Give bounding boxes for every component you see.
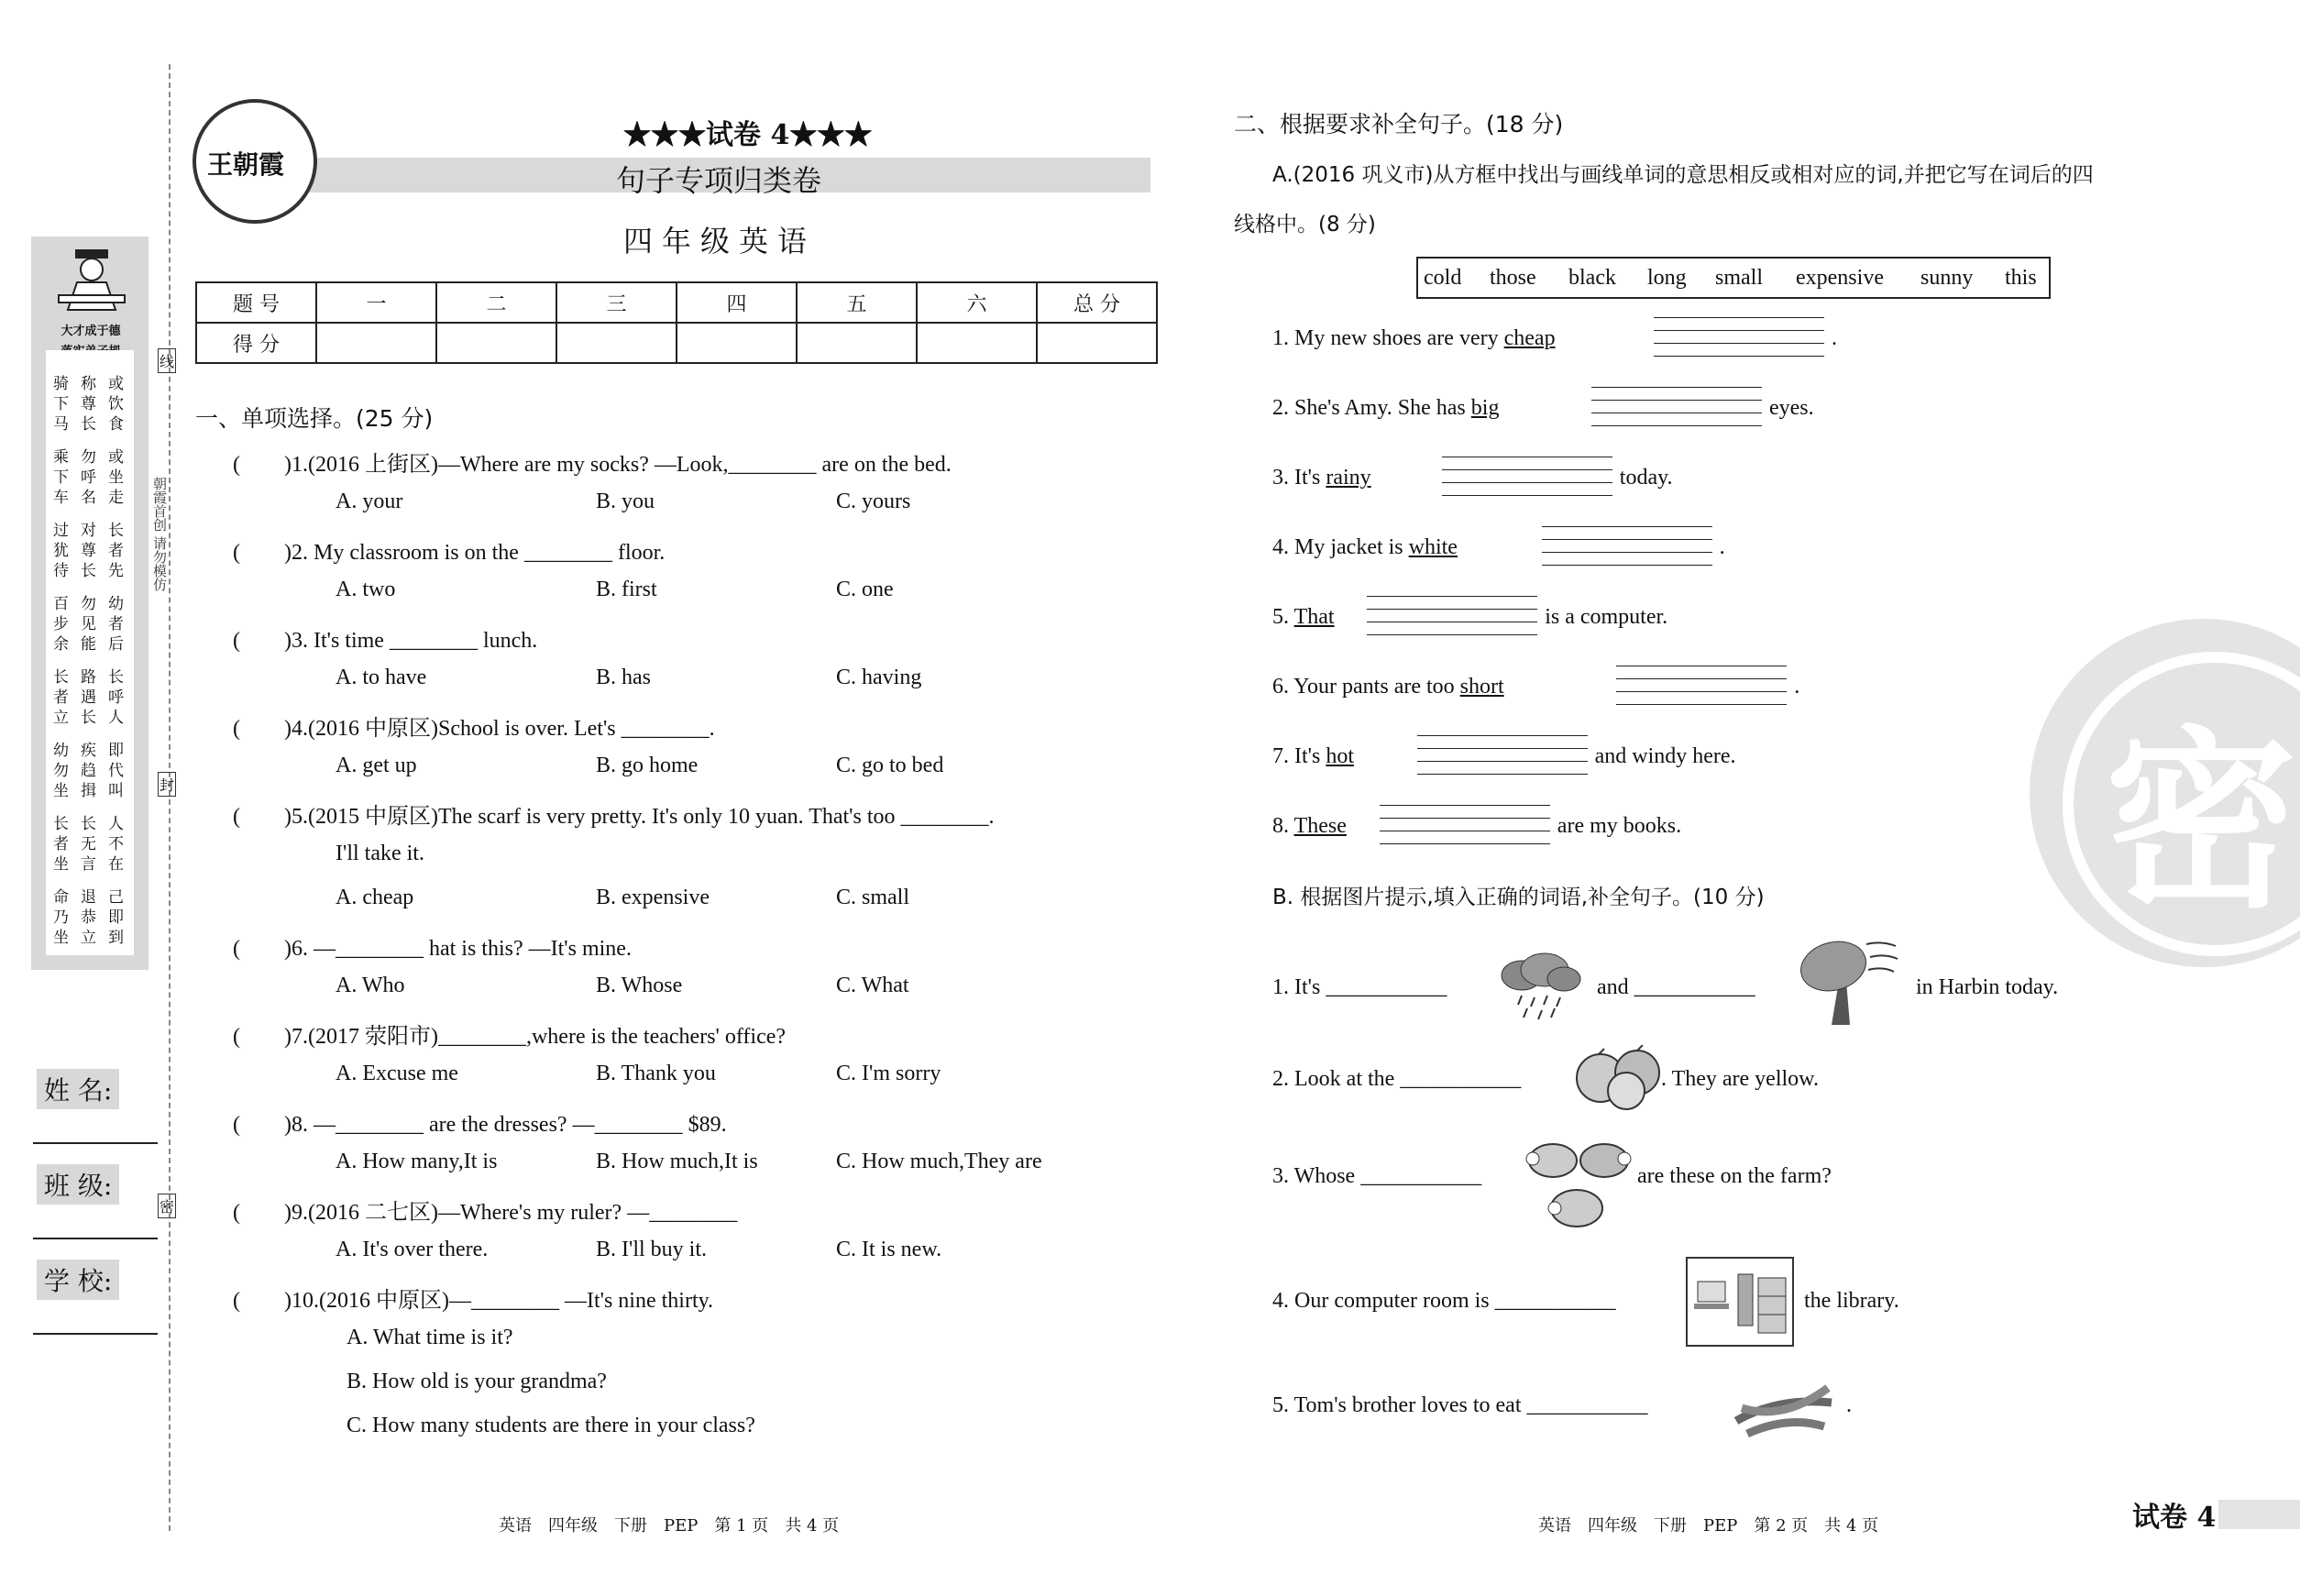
grid-line <box>1442 495 1612 496</box>
answer-option[interactable]: C. small <box>836 886 910 909</box>
partA-underlined-word: big <box>1470 396 1500 420</box>
scholar-illustration <box>55 246 128 315</box>
grid-line <box>1654 317 1824 318</box>
word-box-item: expensive <box>1796 266 1884 290</box>
answer-option[interactable]: A. your <box>336 490 403 513</box>
sidebar-rule-char: 见 <box>81 615 96 633</box>
sidebar-rule-char: 饮 <box>108 395 124 413</box>
sidebar-rule-char: 乘 <box>53 448 69 467</box>
question-stem: ( )10.(2016 中原区)—________ —It's nine thirty. <box>233 1289 714 1313</box>
sidebar-rule-char: 叫 <box>108 782 124 800</box>
section2-title: 二、根据要求补全句子。(18 分) <box>1234 111 1564 138</box>
margin-mark-seal: 线 <box>158 348 176 373</box>
score-table-row <box>196 323 1157 363</box>
grid-line <box>1616 704 1787 705</box>
sidebar-rule-char: 骑 <box>53 375 69 393</box>
partA-item <box>1272 675 1504 699</box>
partA-item <box>1272 744 1354 769</box>
grid-line <box>1591 387 1762 388</box>
answer-option[interactable]: A. Excuse me <box>336 1062 458 1085</box>
answer-option[interactable]: B. has <box>596 666 651 689</box>
partB-item-4b: the library. <box>1804 1289 1899 1313</box>
partA-underlined-word: hot <box>1326 744 1354 768</box>
windy-tree-icon <box>1789 926 1899 1032</box>
grid-line <box>1542 526 1712 527</box>
partB-instruction: B. 根据图片提示,填入正确的词语,补全句子。(10 分) <box>1272 886 1765 909</box>
sidebar-rule-char: 己 <box>108 888 124 907</box>
partA-item-prefix: 6. Your pants are too <box>1272 675 1460 699</box>
partA-underlined-word: That <box>1293 605 1335 629</box>
answer-option[interactable]: A. How many,It is <box>336 1150 498 1173</box>
sidebar-rule-char: 长 <box>53 668 69 687</box>
grid-line <box>1542 565 1712 566</box>
sidebar-rule-char: 尊 <box>81 395 96 413</box>
grid-line <box>1380 843 1550 844</box>
sidebar-rule-char: 长 <box>81 562 96 580</box>
answer-option[interactable]: C. I'm sorry <box>836 1062 941 1085</box>
sidebar-rule-char: 长 <box>81 709 96 727</box>
sidebar-rule-char: 即 <box>108 908 124 927</box>
answer-option[interactable]: C. one <box>836 578 894 601</box>
class-label: 班 级: <box>37 1164 119 1205</box>
question-stem: ( )2. My classroom is on the ________ floor. <box>233 541 666 565</box>
grid-line <box>1591 400 1762 401</box>
sidebar-rule-char: 车 <box>53 489 69 507</box>
sidebar-rule-char: 待 <box>53 562 69 580</box>
answer-option[interactable]: A. cheap <box>336 886 414 909</box>
partB-item-3a: 3. Whose ___________ <box>1272 1164 1482 1188</box>
grid-line <box>1542 539 1712 540</box>
answer-option[interactable]: C. How much,They are <box>836 1150 1042 1173</box>
partA-underlined-word: white <box>1408 535 1458 559</box>
partA-item <box>1272 605 1335 630</box>
margin-note: 朝霞首创 请勿模仿 <box>151 477 168 591</box>
partB-item-1a: 1. It's ___________ <box>1272 975 1447 999</box>
name-label: 姓 名: <box>37 1069 119 1109</box>
grid-line <box>1417 774 1588 775</box>
table-cell: 二 <box>436 282 556 323</box>
answer-option[interactable]: B. expensive <box>596 886 710 909</box>
sidebar-rule-char: 犹 <box>53 542 69 560</box>
partB-item-4a: 4. Our computer room is ___________ <box>1272 1289 1616 1313</box>
sidebar-rule-char: 不 <box>108 835 124 853</box>
sidebar-rule-char: 勿 <box>81 595 96 613</box>
score-cell[interactable] <box>436 323 556 363</box>
question-stem: ( )5.(2015 中原区)The scarf is very pretty. It's only 10 yuan. That's too ________. <box>233 805 995 829</box>
word-box-item: sunny <box>1920 266 1974 290</box>
sidebar-rule-char: 立 <box>81 929 96 947</box>
sidebar-rule-char: 无 <box>81 835 96 853</box>
grid-line <box>1380 818 1550 819</box>
sidebar-rule-char: 对 <box>81 522 96 540</box>
sidebar-rule-char: 称 <box>81 375 96 393</box>
grid-line <box>1616 678 1787 679</box>
sidebar-rule-char: 勿 <box>81 448 96 467</box>
sidebar-rule-char: 坐 <box>108 468 124 487</box>
sidebar-rule-char: 者 <box>108 542 124 560</box>
sidebar-motto-1: 大才成于德 <box>61 325 121 338</box>
partA-item-prefix: 1. My new shoes are very <box>1272 326 1504 350</box>
sidebar-rule-char: 乃 <box>53 908 69 927</box>
word-box-item: long <box>1647 266 1687 290</box>
sidebar-rule-char: 或 <box>108 375 124 393</box>
sidebar-rule-char: 下 <box>53 468 69 487</box>
sidebar-rule-char: 先 <box>108 562 124 580</box>
table-cell: 得 分 <box>196 323 316 363</box>
partA-item-suffix: today. <box>1619 466 1673 490</box>
answer-option[interactable]: B. How much,It is <box>596 1150 758 1173</box>
partB-item-2a: 2. Look at the ___________ <box>1272 1067 1522 1091</box>
sidebar-rule-char: 过 <box>53 522 69 540</box>
partB-item-1b: and ___________ <box>1597 975 1755 999</box>
partA-underlined-word: These <box>1293 814 1347 838</box>
sidebar-rule-char: 百 <box>53 595 69 613</box>
grid-line <box>1591 425 1762 426</box>
sidebar-rule-char: 者 <box>53 688 69 707</box>
partB-item-1c: in Harbin today. <box>1916 975 2059 999</box>
sidebar-rule-char: 能 <box>81 635 96 654</box>
four-line-answer-grid[interactable] <box>1616 666 1787 706</box>
rain-cloud-icon <box>1494 950 1586 1027</box>
question-stem: ( )8. —________ are the dresses? —________ $89. <box>233 1113 727 1137</box>
sidebar-rule-char: 立 <box>53 709 69 727</box>
paper-title: 句子专项归类卷 <box>616 163 822 198</box>
sidebar-rule-char: 长 <box>53 815 69 833</box>
partA-item-prefix: 3. It's <box>1272 466 1326 490</box>
answer-option[interactable]: C. having <box>836 666 922 689</box>
sidebar-rule-char: 长 <box>81 415 96 434</box>
partA-item <box>1272 326 1556 351</box>
partA-underlined-word: rainy <box>1326 466 1371 490</box>
answer-option[interactable]: A. two <box>336 578 396 601</box>
grid-line <box>1654 356 1824 357</box>
sidebar-rule-char: 勿 <box>53 762 69 780</box>
grid-line <box>1417 761 1588 762</box>
four-line-answer-grid[interactable] <box>1367 596 1537 636</box>
sidebar-rule-char: 趋 <box>81 762 96 780</box>
partB-item-3b: are these on the farm? <box>1637 1164 1832 1188</box>
sidebar-rule-char: 长 <box>108 668 124 687</box>
school-field[interactable] <box>33 1333 158 1335</box>
watermark-text: 密 <box>2105 708 2298 934</box>
score-table <box>195 281 1158 364</box>
partB-item-5a: 5. Tom's brother loves to eat ___________ <box>1272 1393 1648 1417</box>
sidebar-rule-char: 余 <box>53 635 69 654</box>
sidebar-rule-char: 命 <box>53 888 69 907</box>
score-table-row <box>196 282 1157 323</box>
question-stem-cont: I'll take it. <box>336 842 424 865</box>
sidebar-rule-char: 遇 <box>81 688 96 707</box>
answer-option[interactable]: C. go to bed <box>836 754 944 777</box>
word-box-item: cold <box>1424 266 1462 290</box>
answer-option[interactable]: B. go home <box>596 754 699 777</box>
partA-item <box>1272 396 1499 421</box>
sidebar-rule-char: 幼 <box>108 595 124 613</box>
partA-item-suffix: . <box>1794 675 1800 699</box>
partA-item-suffix: . <box>1832 326 1837 350</box>
sidebar-rule-char: 后 <box>108 635 124 654</box>
grid-line <box>1442 482 1612 483</box>
question-stem: ( )6. —________ hat is this? —It's mine. <box>233 937 632 961</box>
word-box-item: black <box>1568 266 1616 290</box>
table-cell: 一 <box>316 282 436 323</box>
answer-option[interactable]: B. Thank you <box>596 1062 716 1085</box>
sidebar-rule-char: 马 <box>53 415 69 434</box>
answer-option[interactable]: A. Who <box>336 974 405 997</box>
logo-text: 王朝霞 <box>207 149 285 180</box>
sidebar-rule-char: 名 <box>81 489 96 507</box>
answer-option[interactable]: A. to have <box>336 666 427 689</box>
four-line-answer-grid[interactable] <box>1654 317 1824 358</box>
table-cell: 四 <box>677 282 797 323</box>
sidebar-rule-char: 到 <box>108 929 124 947</box>
answer-option[interactable]: B. I'll buy it. <box>596 1238 707 1261</box>
partA-item-suffix: and windy here. <box>1594 744 1736 768</box>
sidebar-rule-char: 下 <box>53 395 69 413</box>
sidebar-rule-char: 坐 <box>53 855 69 874</box>
word-box-item: those <box>1490 266 1536 290</box>
sidebar-rule-char: 言 <box>81 855 96 874</box>
sidebar-rule-char: 步 <box>53 615 69 633</box>
answer-option[interactable]: B. you <box>596 490 655 513</box>
sidebar-rule-char: 幼 <box>53 742 69 760</box>
sidebar-rule-char: 人 <box>108 815 124 833</box>
answer-option[interactable]: C. It is new. <box>836 1238 942 1261</box>
sidebar-rule-char: 者 <box>53 835 69 853</box>
partA-underlined-word: cheap <box>1503 326 1556 350</box>
score-cell[interactable] <box>677 323 797 363</box>
sidebar-rule-char: 即 <box>108 742 124 760</box>
sidebar-rule-char: 走 <box>108 489 124 507</box>
section1-title: 一、单项选择。(25 分) <box>195 405 434 432</box>
question-stem: ( )9.(2016 二七区)—Where's my ruler? —________ <box>233 1201 738 1225</box>
grid-line <box>1417 735 1588 736</box>
partA-item-prefix: 8. <box>1272 814 1294 838</box>
corner-bar <box>2218 1500 2300 1529</box>
name-field[interactable] <box>33 1142 158 1144</box>
sidebar-rule-char: 食 <box>108 415 124 434</box>
partA-underlined-word: short <box>1459 675 1504 699</box>
margin-mark-seal: 密 <box>158 1194 176 1218</box>
question-stem: ( )1.(2016 上街区)—Where are my socks? —Look,________ are on the bed. <box>233 453 952 477</box>
answer-option[interactable]: B. Whose <box>596 974 683 997</box>
class-field[interactable] <box>33 1238 158 1239</box>
grid-line <box>1654 343 1824 344</box>
corner-paper-tag: 试卷 4 <box>2132 1502 2217 1534</box>
beans-icon <box>1733 1375 1835 1448</box>
partA-instruction: A.(2016 巩义市)从方框中找出与画线单词的意思相反或相对应的词,并把它写在词后的四 <box>1272 163 2094 187</box>
grid-line <box>1542 552 1712 553</box>
score-cell[interactable] <box>556 323 677 363</box>
library-computer-icon <box>1683 1254 1797 1353</box>
partA-instruction: 线格中。(8 分) <box>1234 213 1376 237</box>
question-stem: ( )3. It's time ________ lunch. <box>233 629 538 653</box>
partA-item-suffix: . <box>1719 535 1725 559</box>
partB-item-2b: . They are yellow. <box>1661 1067 1819 1091</box>
sidebar-rule-char: 长 <box>81 815 96 833</box>
grid-line <box>1367 609 1537 610</box>
partA-item <box>1272 535 1458 560</box>
sidebar-rule-char: 路 <box>81 668 96 687</box>
paper-subject: 四年级英语 <box>623 224 817 259</box>
sidebar-rule-char: 代 <box>108 762 124 780</box>
word-box <box>1416 257 2051 299</box>
footer-page-2: 英语 四年级 下册 PEP 第 2 页 共 4 页 <box>1538 1516 1879 1535</box>
grid-line <box>1367 634 1537 635</box>
sidebar-rule-char: 坐 <box>53 929 69 947</box>
partA-item-prefix: 7. It's <box>1272 744 1326 768</box>
sidebar-rule-char: 呼 <box>108 688 124 707</box>
score-cell[interactable] <box>316 323 436 363</box>
grid-line <box>1367 596 1537 597</box>
partA-item-prefix: 2. She's Amy. She has <box>1272 396 1471 420</box>
sidebar-rule-char: 或 <box>108 448 124 467</box>
question-stem: ( )4.(2016 中原区)School is over. Let's ________. <box>233 717 715 741</box>
school-label: 学 校: <box>37 1260 119 1300</box>
table-cell: 题 号 <box>196 282 316 323</box>
four-line-answer-grid[interactable] <box>1591 387 1762 427</box>
answer-option[interactable]: B. first <box>596 578 657 601</box>
sidebar-rule-char: 恭 <box>81 908 96 927</box>
grid-line <box>1654 330 1824 331</box>
partA-item <box>1272 814 1347 839</box>
word-box-item: this <box>2005 266 2037 290</box>
four-line-answer-grid[interactable] <box>1542 526 1712 567</box>
grid-line <box>1417 748 1588 749</box>
table-cell: 六 <box>917 282 1037 323</box>
word-box-item: small <box>1715 266 1763 290</box>
sidebar-rule-char: 疾 <box>81 742 96 760</box>
answer-option[interactable]: A. What time is it? <box>347 1326 513 1349</box>
partA-item-suffix: is a computer. <box>1545 605 1668 629</box>
question-stem: ( )7.(2017 荥阳市)________,where is the teachers' office? <box>233 1025 787 1049</box>
partA-item-prefix: 5. <box>1272 605 1294 629</box>
partA-item <box>1272 466 1371 490</box>
binding-dashed-line <box>169 64 171 1531</box>
grid-line <box>1442 469 1612 470</box>
footer-page-1: 英语 四年级 下册 PEP 第 1 页 共 4 页 <box>499 1516 840 1535</box>
sidebar-rule-char: 在 <box>108 855 124 874</box>
score-cell[interactable] <box>1037 323 1157 363</box>
partA-item-suffix: eyes. <box>1769 396 1814 420</box>
answer-option[interactable]: A. It's over there. <box>336 1238 489 1261</box>
sidebar-rule-char: 退 <box>81 888 96 907</box>
score-cell[interactable] <box>917 323 1037 363</box>
sheep-icon <box>1522 1139 1635 1238</box>
four-line-answer-grid[interactable] <box>1417 735 1588 776</box>
grid-line <box>1380 805 1550 806</box>
answer-option[interactable]: B. How old is your grandma? <box>347 1370 607 1393</box>
table-cell: 五 <box>797 282 917 323</box>
sidebar-rule-char: 长 <box>108 522 124 540</box>
answer-option[interactable]: C. What <box>836 974 909 997</box>
grid-line <box>1616 691 1787 692</box>
sidebar-rule-char: 坐 <box>53 782 69 800</box>
paper-number: ★★★试卷 4★★★ <box>623 119 873 151</box>
four-line-answer-grid[interactable] <box>1380 805 1550 845</box>
answer-option[interactable]: A. get up <box>336 754 417 777</box>
sidebar-rule-char: 揖 <box>81 782 96 800</box>
margin-mark-seal: 封 <box>158 772 176 797</box>
table-cell: 三 <box>556 282 677 323</box>
sidebar-rule-char: 者 <box>108 615 124 633</box>
publisher-logo <box>193 99 317 224</box>
four-line-answer-grid[interactable] <box>1442 457 1612 497</box>
oranges-icon <box>1573 1045 1668 1115</box>
partA-item-suffix: are my books. <box>1557 814 1682 838</box>
partA-item-prefix: 4. My jacket is <box>1272 535 1409 559</box>
answer-option[interactable]: C. yours <box>836 490 911 513</box>
sidebar-rule-char: 尊 <box>81 542 96 560</box>
score-cell[interactable] <box>797 323 917 363</box>
sidebar-rule-char: 人 <box>108 709 124 727</box>
answer-option[interactable]: C. How many students are there in your class? <box>347 1414 755 1437</box>
sidebar-rule-char: 呼 <box>81 468 96 487</box>
table-cell: 总 分 <box>1037 282 1157 323</box>
partB-item-5b: . <box>1846 1393 1852 1417</box>
